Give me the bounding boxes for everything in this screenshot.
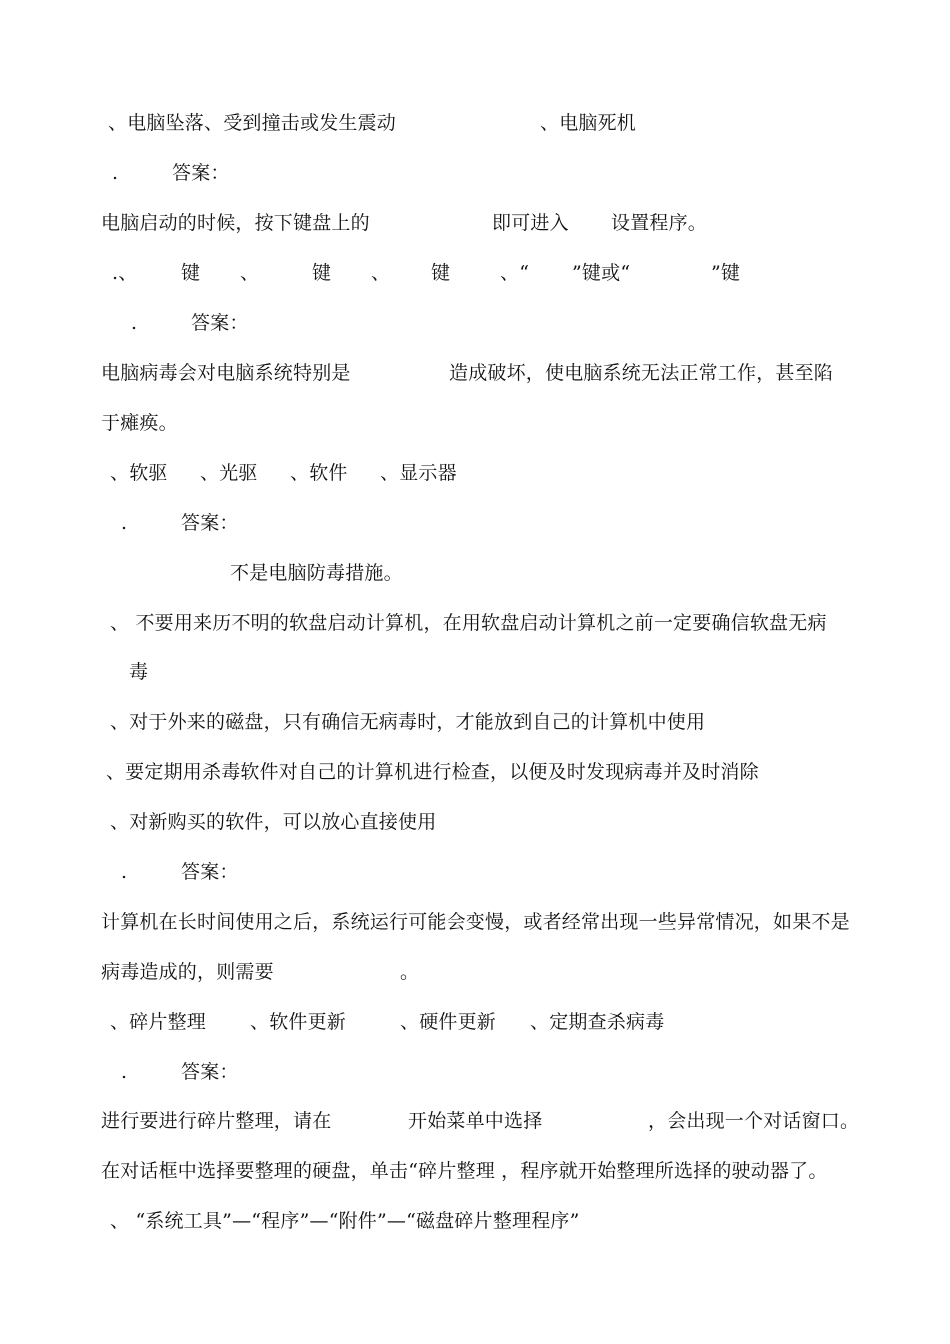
question-text: 开始菜单中选择 [408,1110,543,1132]
option-line: 毒 [129,661,149,683]
question-text: ，会出现一个对话窗口。 [648,1110,860,1132]
option-line: 、硬件更新 [400,1011,497,1033]
option-line: ”键 [711,262,741,284]
answer-label: 答案： [181,1061,239,1083]
answer-label: 答案： [191,312,249,334]
question-text: 不是电脑防毒措施。 [230,562,403,584]
option-line: 键 [431,262,451,284]
question-text: 计算机在长时间使用之后，系统运行可能会变慢，或者经常出现一些异常情况，如果不是 [101,911,850,933]
answer-label: 答案： [172,162,230,184]
option-line: 、 [240,262,260,284]
option-line: 、软件更新 [250,1011,347,1033]
option-line: 、 “系统工具”—“程序”—“附件”—“磁盘碎片整理程序” [110,1210,580,1232]
question-text: 即可进入 [492,212,569,234]
option-line: 、定期查杀病毒 [530,1011,665,1033]
question-text: 在对话框中选择要整理的硬盘，单击“碎片整理 ，程序就开始整理所选择的驶动器了。 [101,1160,828,1182]
option-line: 、软驱 [110,462,168,484]
answer-marker: . [121,1061,128,1083]
question-text: 造成破坏，使电脑系统无法正常工作，甚至陷 [449,362,834,384]
option-line: 键 [181,262,201,284]
option-line: .、 [112,262,138,284]
question-text: 进行要进行碎片整理，请在 [101,1110,332,1132]
option-line: 、“ [500,262,530,284]
option-line: 、电脑死机 [540,112,637,134]
option-line: 、电脑坠落、受到撞击或发生震动 [108,112,397,134]
option-line: 、 [371,262,391,284]
answer-label: 答案： [181,512,239,534]
question-text: 于瘫痪。 [101,412,178,434]
answer-label: 答案： [181,861,239,883]
option-line: 、碎片整理 [110,1011,207,1033]
option-line: 、软件 [290,462,348,484]
question-text: 设置程序。 [611,212,708,234]
question-text: 。 [400,961,420,983]
question-text: 电脑启动的时候，按下键盘上的 [101,212,370,234]
answer-marker: . [121,512,128,534]
option-line: 、显示器 [380,462,457,484]
question-text: 电脑病毒会对电脑系统特别是 [101,362,351,384]
option-line: 、要定期用杀毒软件对自己的计算机进行检查，以便及时发现病毒并及时消除 [106,761,759,783]
answer-marker: . [121,861,128,883]
question-text: 病毒造成的，则需要 [101,961,274,983]
answer-marker: . [112,162,119,184]
option-line: 、对于外来的磁盘，只有确信无病毒时，才能放到自己的计算机中使用 [110,711,706,733]
option-line: ”键或“ [572,262,631,284]
option-line: 、对新购买的软件，可以放心直接使用 [110,811,437,833]
answer-marker: . [131,312,138,334]
option-line: 、光驱 [200,462,258,484]
option-line: 、 不要用来历不明的软盘启动计算机，在用软盘启动计算机之前一定要确信软盘无病 [110,612,827,634]
option-line: 键 [312,262,332,284]
